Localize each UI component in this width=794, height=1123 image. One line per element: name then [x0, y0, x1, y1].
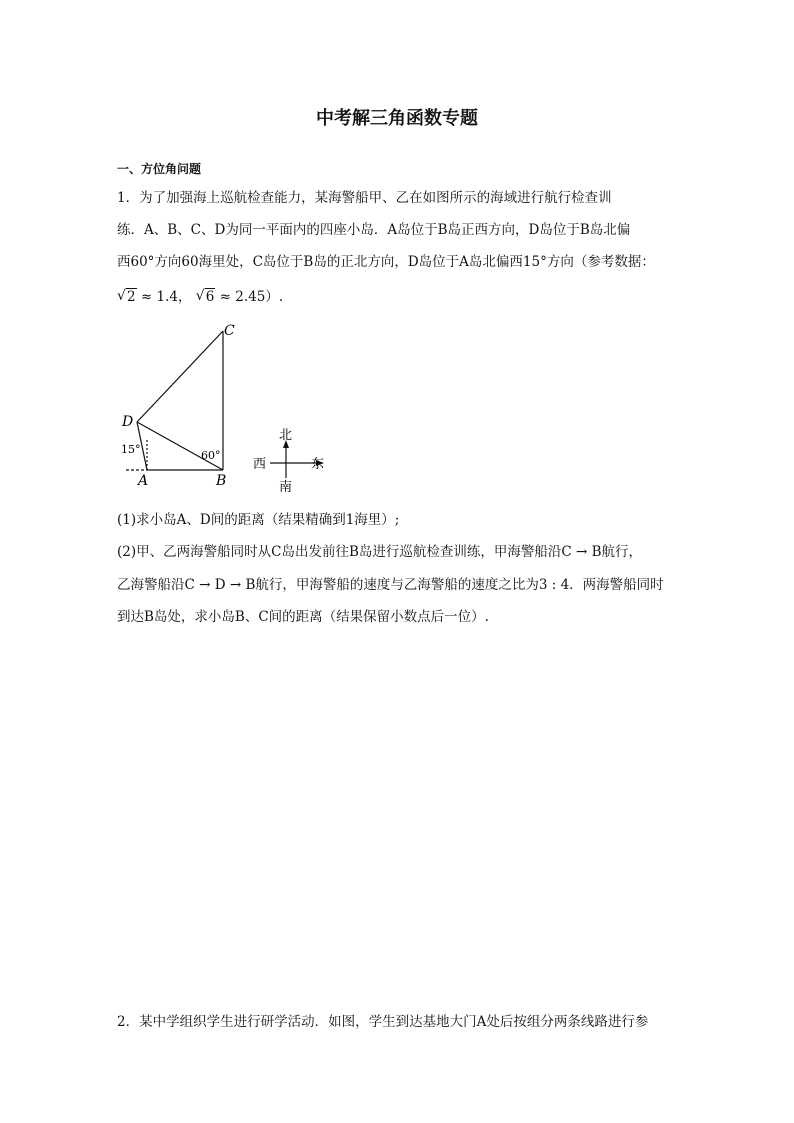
- q2-line-1: 2．某中学组织学生进行研学活动．如图，学生到达基地大门A处后按组分两条线路进行参: [117, 1014, 649, 1030]
- compass-south: 南: [279, 480, 293, 495]
- compass-north: 北: [279, 428, 293, 443]
- q1-subquestion-1: (1)求小岛A、D间的距离（结果精确到1海里）;: [117, 512, 400, 528]
- sqrt-2: √ 2: [117, 289, 137, 305]
- q1-subquestion-2-line-2: 乙海警船沿C → D → B航行，甲海警船的速度与乙海警船的速度之比为3 : 4．两海警船同时: [117, 577, 664, 593]
- sqrt-6-value: ≈ 2.45）.: [219, 289, 284, 305]
- geometry-figure: [110, 318, 260, 490]
- q1-subquestion-2-line-3: 到达B岛处，求小岛B、C间的距离（结果保留小数点后一位）.: [117, 609, 489, 625]
- q1-line-1: 1．为了加强海上巡航检查能力，某海警船甲、乙在如图所示的海域进行航行检查训: [117, 190, 612, 206]
- page-title: 中考解三角函数专题: [316, 108, 478, 129]
- segment-cd: [137, 331, 223, 422]
- section-heading: 一、方位角问题: [117, 162, 202, 176]
- label-d: D: [122, 414, 134, 430]
- angle-60-label: 60°: [201, 449, 221, 462]
- sqrt-2-value: ≈ 1.4，: [140, 289, 192, 305]
- label-c: C: [224, 323, 235, 339]
- angle-15-label: 15°: [121, 443, 141, 456]
- compass-west: 西: [253, 457, 267, 472]
- label-b: B: [216, 473, 227, 489]
- compass-rose: [246, 424, 336, 496]
- label-a: A: [138, 473, 149, 489]
- q1-subquestion-2-line-1: (2)甲、乙两海警船同时从C岛出发前往B岛进行巡航检查训练，甲海警船沿C → B航行，: [117, 544, 643, 560]
- q1-line-2: 练．A、B、C、D为同一平面内的四座小岛．A岛位于B岛正西方向，D岛位于B岛北偏: [117, 222, 631, 238]
- q1-reference-data: [117, 285, 283, 305]
- sqrt-6: √ 6: [196, 289, 216, 305]
- q1-line-3: 西60°方向60海里处，C岛位于B岛的正北方向，D岛位于A岛北偏西15°方向（参考数据：: [117, 254, 655, 270]
- compass-east: 东: [311, 457, 325, 472]
- segment-db: [137, 422, 223, 470]
